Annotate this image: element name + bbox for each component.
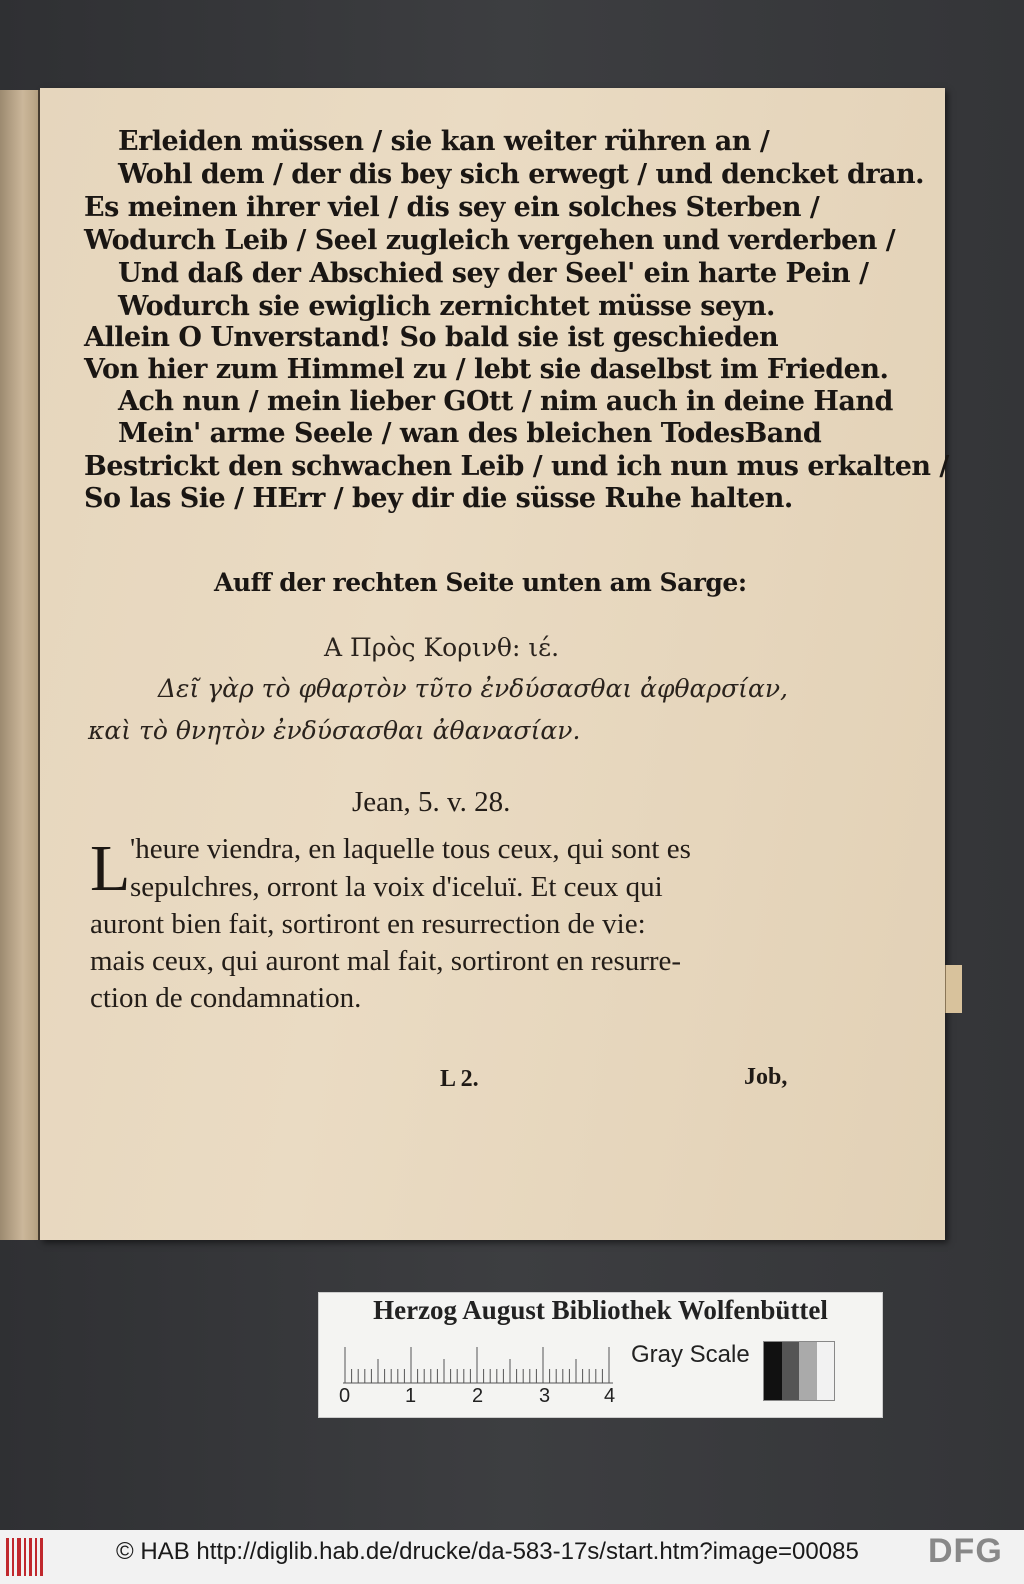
poem-line: Und daß der Abschied sey der Seel' ein harte Pein / bbox=[118, 258, 869, 289]
greek-reference: Α Πρὸς Κορινθ: ιέ. bbox=[324, 633, 560, 662]
section-heading: Auff der rechten Seite unten am Sarge: bbox=[214, 568, 747, 597]
gray-patch bbox=[782, 1342, 800, 1400]
book-page bbox=[40, 88, 949, 1240]
gray-patch bbox=[764, 1342, 782, 1400]
french-line: mais ceux, qui auront mal fait, sortiront en resurre- bbox=[90, 945, 682, 977]
poem-line: Von hier zum Himmel zu / lebt sie daselbst im Frieden. bbox=[84, 354, 889, 385]
color-scale-card bbox=[318, 1292, 883, 1418]
signature-mark: L 2. bbox=[440, 1066, 479, 1092]
ruler-label: 2 bbox=[472, 1385, 484, 1407]
poem-line: Mein' arme Seele / wan des bleichen TodesBand bbox=[118, 418, 822, 449]
french-line: ction de condamnation. bbox=[90, 982, 362, 1014]
library-name: Herzog August Bibliothek Wolfenbüttel bbox=[373, 1295, 828, 1325]
ruler-label: 1 bbox=[405, 1385, 417, 1407]
ruler-label: 0 bbox=[339, 1385, 351, 1407]
ruler-label: 3 bbox=[539, 1385, 551, 1407]
poem-line: Erleiden müssen / sie kan weiter rühren an / bbox=[118, 126, 770, 157]
ruler-icon bbox=[343, 1345, 615, 1385]
poem-line: Wodurch sie ewiglich zernichtet müsse seyn. bbox=[118, 291, 775, 322]
ruler-label: 4 bbox=[604, 1385, 616, 1407]
french-line: auront bien fait, sortiront en resurrection de vie: bbox=[90, 908, 646, 940]
poem-line: So las Sie / HErr / bey dir die süsse Ruhe halten. bbox=[84, 483, 793, 514]
barcode-icon bbox=[4, 1530, 46, 1584]
page-edge-tab bbox=[945, 965, 962, 1013]
french-line: 'heure viendra, en laquelle tous ceux, qui sont es bbox=[130, 833, 691, 865]
greek-line: Δεῖ γὰρ τὸ φθαρτὸν τῦτο ἐνδύσασθαι ἀφθαρσίαν, bbox=[158, 674, 789, 703]
dfg-logo: DFG bbox=[928, 1532, 1003, 1570]
gray-patch bbox=[799, 1342, 817, 1400]
catchword: Job, bbox=[744, 1064, 788, 1090]
poem-line: Wohl dem / der dis bey sich erwegt / und dencket dran. bbox=[118, 159, 925, 190]
french-line: sepulchres, orront la voix d'iceluï. Et ceux qui bbox=[130, 871, 663, 903]
poem-line: Bestrickt den schwachen Leib / und ich nun mus erkalten / bbox=[84, 451, 949, 482]
footer-bar bbox=[0, 1530, 1024, 1584]
copyright-url: © HAB http://diglib.hab.de/drucke/da-583-17s/start.htm?image=00085 bbox=[116, 1538, 859, 1565]
french-reference: Jean, 5. v. 28. bbox=[352, 786, 511, 818]
grayscale-patches bbox=[763, 1341, 835, 1401]
poem-line: Ach nun / mein lieber GOtt / nim auch in deine Hand bbox=[118, 386, 893, 417]
gray-patch bbox=[817, 1342, 835, 1400]
greek-line: καὶ τὸ θνητὸν ἐνδύσασθαι ἀθανασίαν. bbox=[88, 716, 581, 745]
drop-cap: L bbox=[90, 832, 131, 905]
grayscale-label: Gray Scale bbox=[631, 1341, 750, 1368]
poem-line: Wodurch Leib / Seel zugleich vergehen und verderben / bbox=[84, 225, 896, 256]
poem-line: Es meinen ihrer viel / dis sey ein solches Sterben / bbox=[84, 192, 820, 223]
previous-page-edge bbox=[0, 90, 40, 1240]
poem-line: Allein O Unverstand! So bald sie ist geschieden bbox=[84, 322, 779, 353]
